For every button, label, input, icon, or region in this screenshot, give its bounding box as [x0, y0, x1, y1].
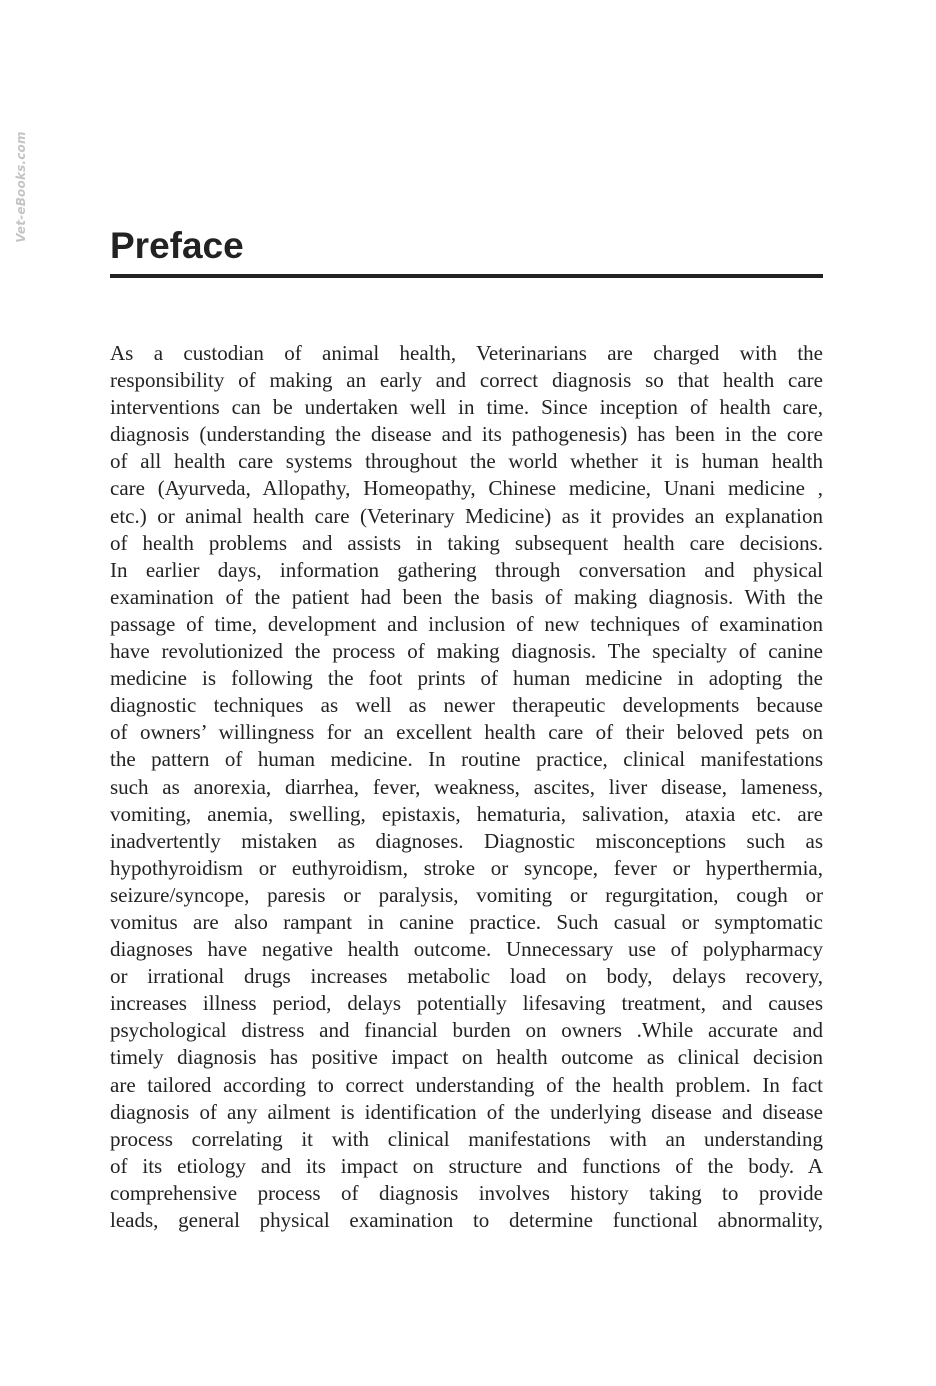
body-line: vomiting, anemia, swelling, epistaxis, hematuria, salivation, ataxia etc. are: [110, 801, 823, 826]
body-line: diagnosis (understanding the disease and its pathogenesis) has been in the core: [110, 422, 823, 447]
body-line: vomitus are also rampant in canine practice. Such casual or symptomatic: [110, 909, 823, 934]
body-line: of all health care systems throughout the world whether it is human health: [110, 449, 823, 474]
body-line: interventions can be undertaken well in time. Since inception of health care,: [110, 395, 823, 420]
body-line: the pattern of human medicine. In routine practice, clinical manifestations: [110, 747, 823, 772]
preface-body: [110, 340, 823, 1234]
body-line: seizure/syncope, paresis or paralysis, vomiting or regurgitation, cough or: [110, 882, 823, 907]
body-line: In earlier days, information gathering through conversation and physical: [110, 557, 823, 582]
body-line: passage of time, development and inclusion of new techniques of examination: [110, 611, 823, 636]
body-line: diagnoses have negative health outcome. Unnecessary use of polypharmacy: [110, 937, 823, 962]
body-line: care (Ayurveda, Allopathy, Homeopathy, Chinese medicine, Unani medicine ,: [110, 476, 823, 501]
body-line: increases illness period, delays potentially lifesaving treatment, and causes: [110, 991, 823, 1016]
body-line: have revolutionized the process of making diagnosis. The specialty of canine: [110, 639, 823, 664]
watermark-text: Vet-eBooks.com: [14, 131, 28, 243]
body-line: are tailored according to correct understanding of the health problem. In fact: [110, 1072, 823, 1097]
body-line: inadvertently mistaken as diagnoses. Diagnostic misconceptions such as: [110, 828, 823, 853]
body-line: psychological distress and financial burden on owners .While accurate and: [110, 1018, 823, 1043]
body-line: hypothyroidism or euthyroidism, stroke or syncope, fever or hyperthermia,: [110, 855, 823, 880]
body-line: comprehensive process of diagnosis involves history taking to provide: [110, 1180, 823, 1205]
body-line: such as anorexia, diarrhea, fever, weakness, ascites, liver disease, lameness,: [110, 774, 823, 799]
body-line: medicine is following the foot prints of human medicine in adopting the: [110, 666, 823, 691]
body-line: diagnosis of any ailment is identification of the underlying disease and disease: [110, 1099, 823, 1124]
body-line: diagnostic techniques as well as newer therapeutic developments because: [110, 693, 823, 718]
body-line: etc.) or animal health care (Veterinary Medicine) as it provides an explanation: [110, 503, 823, 528]
body-line: or irrational drugs increases metabolic load on body, delays recovery,: [110, 964, 823, 989]
body-line: process correlating it with clinical manifestations with an understanding: [110, 1126, 823, 1151]
body-line: timely diagnosis has positive impact on health outcome as clinical decision: [110, 1045, 823, 1070]
body-line: of owners’ willingness for an excellent health care of their beloved pets on: [110, 720, 823, 745]
body-line: leads, general physical examination to determine functional abnormality,: [110, 1208, 823, 1232]
body-line: of its etiology and its impact on structure and functions of the body. A: [110, 1153, 823, 1178]
body-line: examination of the patient had been the basis of making diagnosis. With the: [110, 584, 823, 609]
body-line: responsibility of making an early and correct diagnosis so that health care: [110, 368, 823, 393]
body-line: of health problems and assists in taking subsequent health care decisions.: [110, 530, 823, 555]
title-divider: [110, 274, 823, 278]
page-title: Preface: [110, 225, 244, 266]
body-line: As a custodian of animal health, Veterinarians are charged with the: [110, 341, 823, 365]
watermark-logo: [6, 128, 36, 246]
